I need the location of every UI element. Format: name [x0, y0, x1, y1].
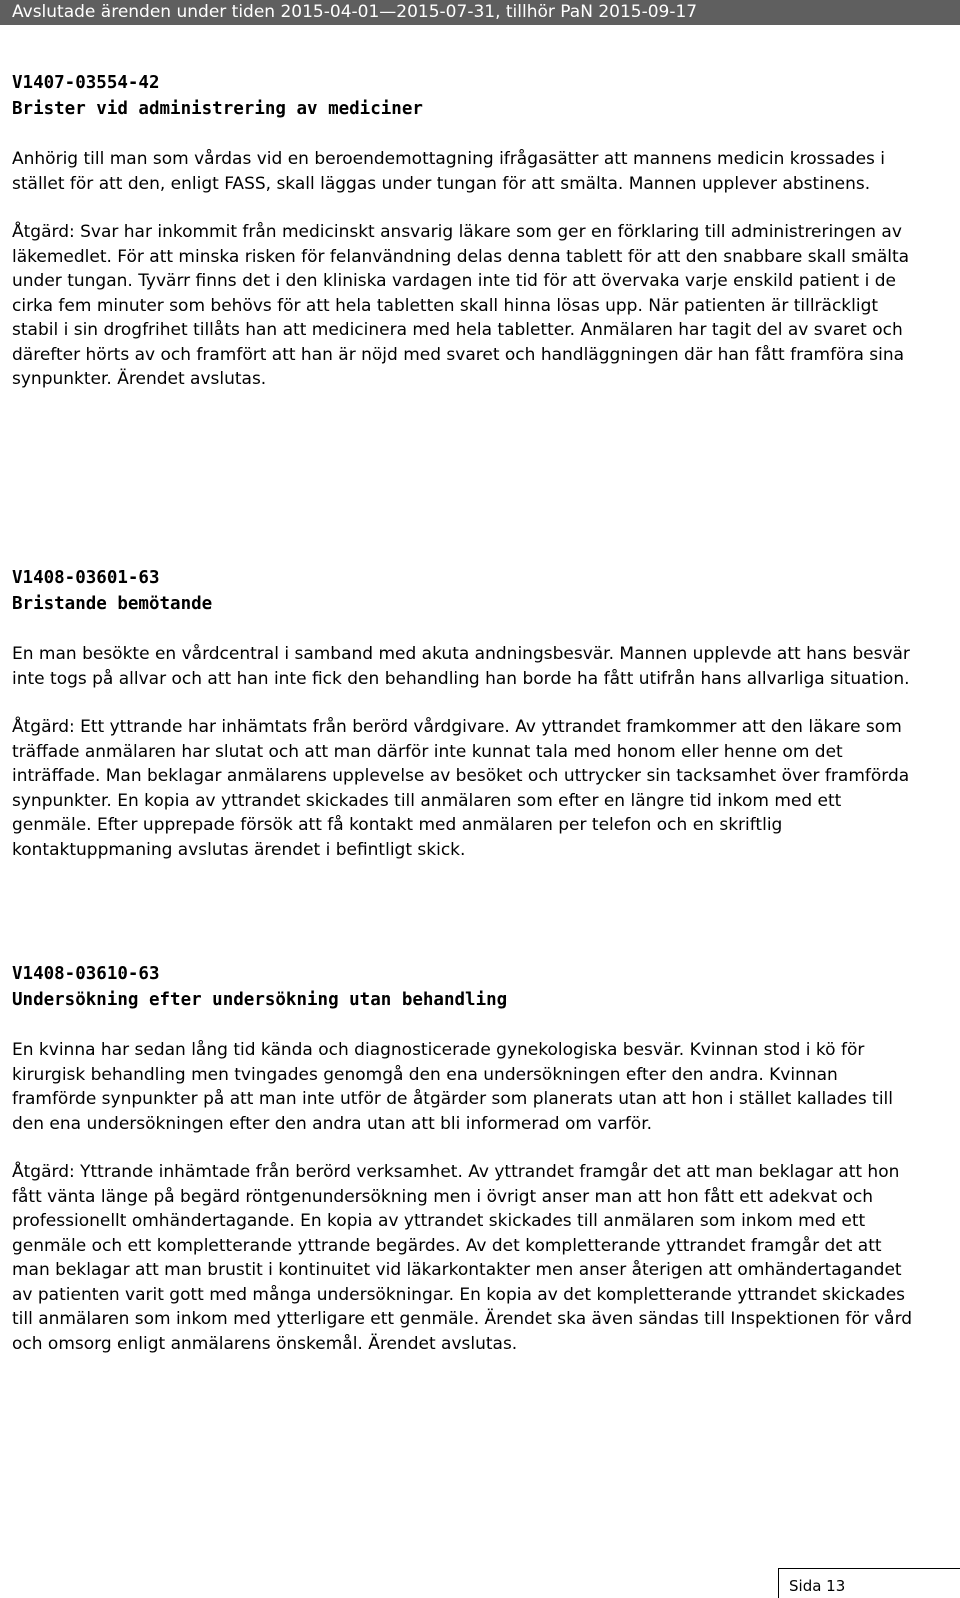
case-title: Brister vid administrering av mediciner [12, 99, 423, 119]
case-action: Åtgärd: Ett yttrande har inhämtats från berörd vårdgivare. Av yttrandet framkommer att den läkare som träffade anmälaren har slutat och att man därför inte kunnat tala med honom eller henne om det inträffade. Man beklagar anmälarens upplevelse av besöket och uttrycker sin tacksamhet över framförda synpunkter. En kopia av yttrandet skickades till anmälaren som efter en längre tid inkom med ett genmäle. Efter upprepade försök att få kontakt med anmälaren per telefon och en skriftlig kontaktuppmaning avslutas ärendet i befintligt skick. [12, 717, 910, 860]
case-title: Undersökning efter undersökning utan behandling [12, 990, 508, 1010]
case-entry [12, 70, 917, 392]
case-id: V1408-03610-63 [12, 964, 160, 984]
case-entry [12, 565, 917, 862]
page-number: Sida 13 [789, 1577, 846, 1595]
case-entry [12, 961, 917, 1356]
case-action: Åtgärd: Svar har inkommit från medicinskt ansvarig läkare som ger en förklaring till administreringen av läkemedlet. För att minska risken för felanvändning delas denna tablett för att den snabbare skall smälta under tungan. Tyvärr finns det i den kliniska vardagen inte tid för att övervaka varje enskild patient i de cirka fem minuter som behövs för att hela tabletten skall hinna lösas upp. När patienten är tillräckligt stabil i sin drogfrihet tillåts han att medicinera med hela tabletter. Anmälaren har tagit del av svaret och därefter hörts av och framfört att han är nöjd med svaret och handläggningen där han fått framföra sina synpunkter. Ärendet avslutas. [12, 222, 910, 389]
case-action: Åtgärd: Yttrande inhämtade från berörd verksamhet. Av yttrandet framgår det att man beklagar att hon fått vänta länge på begärd röntgenundersökning men i övrigt anser man att hon fått ett adekvat och professionellt omhändertagande. En kopia av yttrandet skickades till anmälaren som inkom med ett genmäle och ett kompletterande yttrande begärdes. Av det kompletterande yttrandet framgår det att man beklagar att man brustit i kontinuitet vid läkarkontakter men anser återigen att omhändertagandet av patienten varit gott med många undersökningar. En kopia av det kompletterande yttrandet skickades till anmälaren som inkom med ytterligare ett genmäle. Ärendet ska även sändas till Inspektionen för vård och omsorg enligt anmälarens önskemål. Ärendet avslutas. [12, 1162, 913, 1354]
case-description: En kvinna har sedan lång tid kända och diagnosticerade gynekologiska besvär. Kvinnan stod i kö för kirurgisk behandling men tvingades genomgå den ena undersökningen efter den andra. Kvinnan framförde synpunkter på att man inte utför de åtgärder som planerats utan att hon i stället kallades till den ena undersökningen efter den andra utan att bli informerad om varför. [12, 1040, 893, 1134]
case-id: V1408-03601-63 [12, 568, 160, 588]
case-title: Bristande bemötande [12, 594, 213, 614]
case-id: V1407-03554-42 [12, 73, 160, 93]
case-description: Anhörig till man som vårdas vid en beroendemottagning ifrågasätter att mannens medicin krossades i stället för att den, enligt FASS, skall läggas under tungan för att smälta. Mannen upplever abstinens. [12, 149, 886, 194]
page-header [0, 0, 960, 25]
page-footer [778, 1568, 960, 1598]
case-description: En man besökte en vårdcentral i samband med akuta andningsbesvär. Mannen upplevde att hans besvär inte togs på allvar och att han inte fick den behandling han borde ha fått utifrån hans allvarliga situation. [12, 644, 910, 689]
header-text: Avslutade ärenden under tiden 2015-04-01—2015-07-31, tillhör PaN 2015-09-17 [12, 2, 698, 22]
